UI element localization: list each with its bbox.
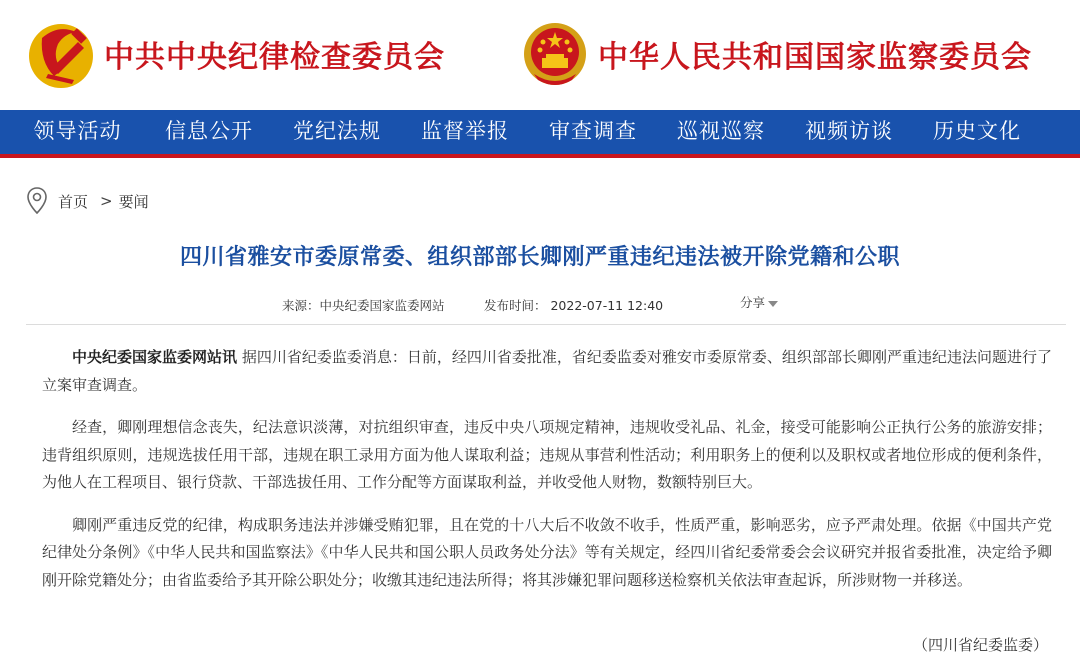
article-body bbox=[42, 344, 1052, 609]
nav-item-history[interactable]: 历史文化 bbox=[933, 119, 1021, 143]
meta-divider bbox=[26, 324, 1066, 325]
article-title: 四川省雅安市委原常委、组织部部长卿刚严重违纪违法被开除党籍和公职 bbox=[179, 245, 900, 270]
share-button[interactable] bbox=[740, 293, 778, 311]
breadcrumb-separator: > bbox=[100, 192, 113, 210]
share-label: 分享 bbox=[740, 295, 766, 310]
breadcrumb-current[interactable]: 要闻 bbox=[118, 192, 149, 211]
main-nav bbox=[0, 110, 1080, 158]
article-paragraph: 卿刚严重违反党的纪律，构成职务违法并涉嫌受贿犯罪，且在党的十八大后不收敛不收手，性质严重，影响恶劣，应予严肃处理。依据《中国共产党纪律处分条例》《中华人民共和国监察法》《中华人民共和国公职人员政务处分法》等有关规定，经四川省纪委常委会会议研究并报省委批准，决定给予卿刚开除党籍处分；由省监委给予其开除公职处分；收缴其违纪违法所得；将其涉嫌犯罪问题移送检察机关依法审查起诉，所涉财物一并移送。 bbox=[42, 515, 1052, 589]
national-emblem-icon bbox=[522, 18, 588, 90]
nav-item-regulations[interactable]: 党纪法规 bbox=[293, 119, 381, 143]
nav-item-info-disclosure[interactable]: 信息公开 bbox=[165, 119, 253, 143]
ccdi-brand[interactable] bbox=[28, 18, 445, 90]
nav-item-report[interactable]: 监督举报 bbox=[421, 119, 509, 143]
party-emblem-icon bbox=[28, 18, 94, 90]
breadcrumb-home[interactable]: 首页 bbox=[58, 192, 89, 211]
article-publish-time: 发布时间： 2022-07-11 12:40 bbox=[484, 298, 664, 313]
site-header bbox=[0, 0, 1080, 110]
article-source: 来源：中央纪委国家监委网站 bbox=[282, 298, 445, 313]
nsc-title: 中华人民共和国国家监察委员会 bbox=[598, 40, 1032, 75]
nav-item-inspection[interactable]: 巡视巡察 bbox=[677, 119, 765, 143]
breadcrumb bbox=[26, 186, 149, 216]
article-paragraph: 经查，卿刚理想信念丧失，纪法意识淡薄，对抗组织审查，违反中央八项规定精神，违规收受礼品、礼金，接受可能影响公正执行公务的旅游安排；违背组织原则，违规选拔任用干部，违规在职工录用方面为他人谋取利益；违规从事营利性活动；利用职务上的便利以及职权或者地位形成的便利条件，为他人在工程项目、银行贷款、干部选拔任用、工作分配等方面谋取利益，并收受他人财物，数额特别巨大。 bbox=[42, 418, 1052, 491]
nsc-brand[interactable] bbox=[522, 18, 1032, 90]
article-paragraph: 中央纪委国家监委网站讯 据四川省纪委监委消息：日前，经四川省委批准，省纪委监委对雅安市委原常委、组织部部长卿刚严重违纪违法问题进行了立案审查调查。 bbox=[42, 348, 1052, 394]
nav-item-investigation[interactable]: 审查调查 bbox=[549, 119, 637, 143]
article-signoff: （四川省纪委监委） bbox=[912, 636, 1048, 654]
nav-item-video[interactable]: 视频访谈 bbox=[805, 119, 893, 143]
article-lead: 中央纪委国家监委网站讯 bbox=[72, 348, 238, 366]
nav-item-leadership[interactable]: 领导活动 bbox=[33, 119, 122, 143]
chevron-down-icon bbox=[768, 301, 778, 307]
ccdi-title: 中共中央纪律检查委员会 bbox=[104, 40, 445, 75]
location-pin-icon bbox=[26, 186, 48, 216]
